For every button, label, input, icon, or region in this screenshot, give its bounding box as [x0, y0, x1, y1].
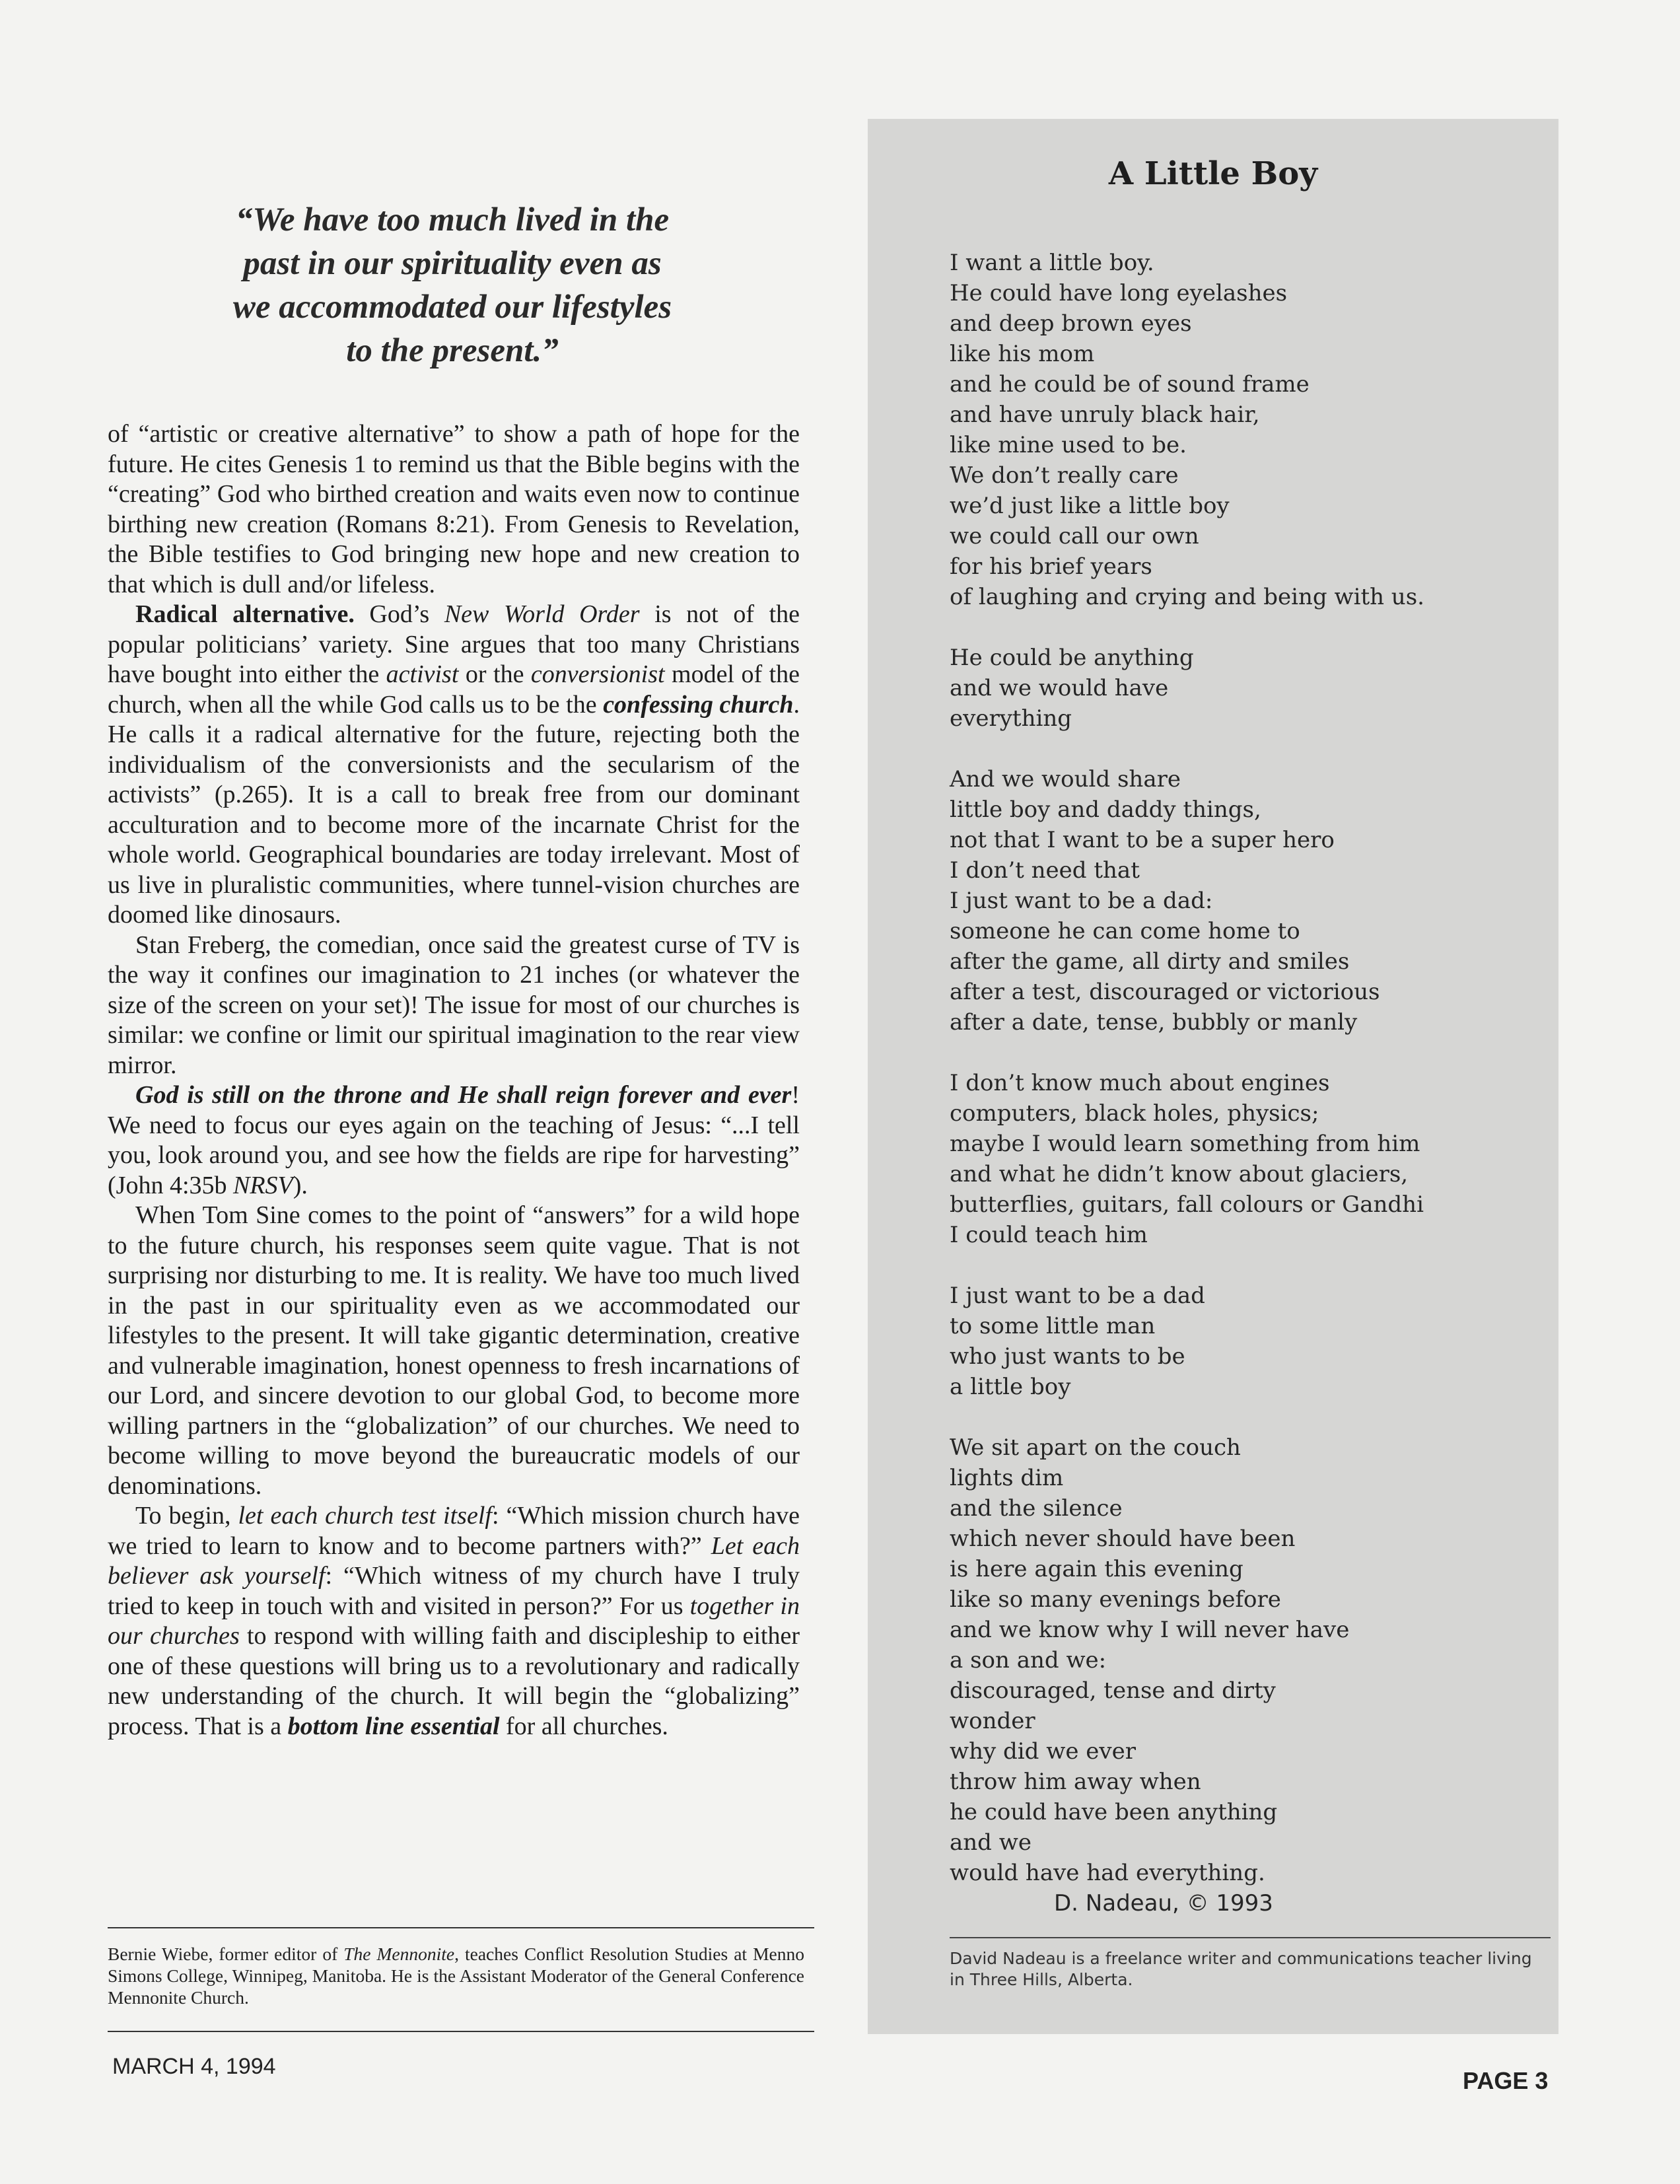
pull-quote-line: we accommodated our lifestyles [232, 289, 672, 326]
poem-line: wonder [950, 1708, 1035, 1734]
text-segment: Stan Freberg, the comedian, once said the greatest curse of TV is the way it confines our imagination to 21 inches (or whatever the size of the screen on your set)! The issue for most of our churches is similar: we confine or limit our spiritual imagination to the rear view mirror. [108, 931, 800, 1079]
poem-body [950, 248, 1544, 1919]
poem-line: throw him away when [950, 1769, 1201, 1795]
poem-line: and he could be of sound frame [950, 371, 1310, 398]
poem-line: and we would have [950, 675, 1169, 701]
text-segment: : “Which mission church have we tried to learn to know and to become partners with?” [108, 1502, 800, 1560]
article-body [108, 419, 800, 1742]
text-segment: God is still on the throne and He shall reign forever and ever [135, 1081, 792, 1109]
article-paragraph [108, 931, 800, 1081]
text-segment: To begin, [135, 1502, 238, 1530]
poem-line: a son and we: [950, 1647, 1107, 1673]
poem-stanza [950, 1068, 1544, 1250]
text-segment: When Tom Sine comes to the point of “answers” for a wild hope to the future church, his responses seem quite vague. That is not surprising nor disturbing to me. It is reality. We have too much lived in the past in our spirituality even as we accommodated our lifestyles to the present. It will take gigantic determination, creative and vulnerable imagination, honest openness to fresh incarnations of our Lord, and sincere devotion to our global God, to become more willing partners in the “globalization” of our churches. We need to become willing to move beyond the bureaucratic models of our denominations. [108, 1201, 800, 1500]
poem-line: And we would share [950, 766, 1181, 793]
poem-line: I just want to be a dad [950, 1283, 1205, 1309]
text-segment: , teaches Conflict Resolution Studies at Menno Simons College, Winnipeg, Manitoba. He is the Assistant Moderator of the General Conference Mennonite Church. [108, 1944, 804, 2008]
pull-quote-line: “We have too much lived in the [235, 201, 670, 238]
issue-date: MARCH 4, 1994 [112, 2054, 276, 2079]
poem-title: A Little Boy [1108, 155, 1318, 192]
poem-stanza [950, 643, 1544, 734]
poem-line: and deep brown eyes [950, 310, 1192, 337]
text-segment: activist [386, 660, 459, 688]
divider [950, 1937, 1551, 1938]
text-segment: NRSV [233, 1171, 293, 1199]
poem-line: we’d just like a little boy [950, 493, 1230, 519]
poem-line: I don’t know much about engines [950, 1070, 1330, 1096]
poem-signature: D. Nadeau, © 1993 [1054, 1890, 1273, 1917]
poem-author-bio: David Nadeau is a freelance writer and communications teacher living in Three Hills, Alberta. [950, 1949, 1532, 1989]
poem-line: and we know why I will never have [950, 1617, 1350, 1643]
poem-line: to some little man [950, 1313, 1156, 1339]
poem-line: we could call our own [950, 523, 1199, 549]
poem-line: would have had everything. [950, 1860, 1265, 1886]
poem-line: I want a little boy. [950, 250, 1154, 276]
poem-stanza [950, 1281, 1544, 1402]
poem-line: is here again this evening [950, 1556, 1243, 1582]
poem-line: I don’t need that [950, 857, 1140, 884]
article-paragraph [108, 419, 800, 600]
article-paragraph [108, 1501, 800, 1742]
poem-line: discouraged, tense and dirty [950, 1677, 1276, 1704]
text-segment: for all churches. [499, 1712, 668, 1740]
poem-stanza [950, 764, 1544, 1038]
text-segment: ! We need to focus our eyes again on the teaching of Jesus: “...I tell you, look around you, and see how the fields are ripe for harvesting” (John 4:35b [108, 1081, 800, 1199]
poem-line: butterflies, guitars, fall colours or Gandhi [950, 1191, 1424, 1218]
poem-line: everything [950, 705, 1072, 732]
poem-line: after a date, tense, bubbly or manly [950, 1009, 1358, 1036]
article-paragraph [108, 1080, 800, 1201]
poem-sidebar [868, 119, 1558, 2034]
text-segment: The Mennonite [343, 1944, 455, 1964]
poem-line: who just wants to be [950, 1343, 1185, 1370]
poem-line: like mine used to be. [950, 432, 1187, 458]
poem-line: lights dim [950, 1465, 1064, 1491]
text-segment: model of the church, when all the while God calls us to be the [108, 660, 800, 719]
author-bio [108, 1943, 804, 2008]
text-segment: bottom line essential [287, 1712, 500, 1740]
poem-line: someone he can come home to [950, 918, 1300, 944]
pull-quote [152, 198, 753, 372]
poem-line: and the silence [950, 1495, 1123, 1522]
poem-line: of laughing and crying and being with us. [950, 584, 1424, 610]
text-segment: New World Order [444, 600, 640, 628]
poem-line: which never should have been [950, 1526, 1296, 1552]
poem-line: He could have long eyelashes [950, 280, 1288, 306]
text-segment: Radical alternative. [135, 600, 355, 628]
pull-quote-line: to the present.” [346, 332, 559, 369]
poem-line: why did we ever [950, 1738, 1136, 1765]
poem-line: We sit apart on the couch [950, 1434, 1241, 1461]
text-segment: : “Which witness of my church have I truly tried to keep in touch with and visited in person?” For us [108, 1562, 800, 1620]
poem-line: like his mom [950, 341, 1095, 367]
divider [108, 2031, 814, 2032]
page-number: PAGE 3 [1463, 2067, 1549, 2094]
poem-line: and have unruly black hair, [950, 402, 1260, 428]
poem-line: and we [950, 1829, 1032, 1856]
poem-stanza [950, 248, 1544, 612]
text-segment: God’s [354, 600, 444, 628]
text-segment: is not of the popular politicians’ variety. Sine argues that too many Christians have bought into either the [108, 600, 800, 688]
poem-line: after the game, all dirty and smiles [950, 948, 1350, 975]
text-segment: conversionist [530, 660, 665, 688]
poem-line: I just want to be a dad: [950, 888, 1213, 914]
poem-line: he could have been anything [950, 1799, 1278, 1825]
article-paragraph [108, 600, 800, 931]
poem-line: for his brief years [950, 553, 1152, 580]
text-segment: Bernie Wiebe, former editor of [108, 1944, 344, 1964]
poem-line: maybe I would learn something from him [950, 1131, 1420, 1157]
poem-line: He could be anything [950, 645, 1194, 671]
text-segment: or the [458, 660, 531, 688]
text-segment: let each church test itself [238, 1502, 492, 1530]
text-segment: of “artistic or creative alternative” to show a path of hope for the future. He cites Genesis 1 to remind us that the Bible begins with the “creating” God who birthed creation and waits even now to continue birthing new creation (Romans 8:21). From Genesis to Revelation, the Bible testifies to God bringing new hope and new creation to that which is dull and/or lifeless. [108, 420, 800, 598]
poem-line: We don’t really care [950, 462, 1179, 489]
article-paragraph [108, 1201, 800, 1501]
poem-line: and what he didn’t know about glaciers, [950, 1161, 1409, 1187]
poem-line: a little boy [950, 1374, 1071, 1400]
text-segment: to respond with willing faith and discipleship to either one of these questions will bring us to a revolutionary and radically new understanding of the church. It will begin the “globalizing” process. That is a [108, 1622, 800, 1740]
poem-line: little boy and daddy things, [950, 796, 1261, 823]
divider [108, 1927, 814, 1928]
text-segment: confessing church [603, 690, 794, 719]
poem-line: computers, black holes, physics; [950, 1100, 1319, 1127]
poem-line: not that I want to be a super hero [950, 827, 1335, 853]
text-segment: ). [293, 1171, 308, 1199]
text-segment: together in our churches [108, 1592, 800, 1650]
poem-stanza [950, 1432, 1544, 1888]
text-segment: . He calls it a radical alternative for the future, rejecting both the individualism of the conversionists and the secularism of the activists” (p.265). It is a call to break free from our dominant acculturation and to become more of the incarnate Christ for the whole world. Geographical boundaries are today irrelevant. Most of us live in pluralistic communities, where tunnel-vision churches are doomed like dinosaurs. [108, 690, 800, 929]
poem-line: like so many evenings before [950, 1586, 1281, 1613]
poem-line: after a test, discouraged or victorious [950, 979, 1380, 1005]
poem-line: I could teach him [950, 1222, 1148, 1248]
text-segment: Let each believer ask yourself [108, 1532, 800, 1590]
pull-quote-line: past in our spirituality even as [243, 245, 662, 282]
